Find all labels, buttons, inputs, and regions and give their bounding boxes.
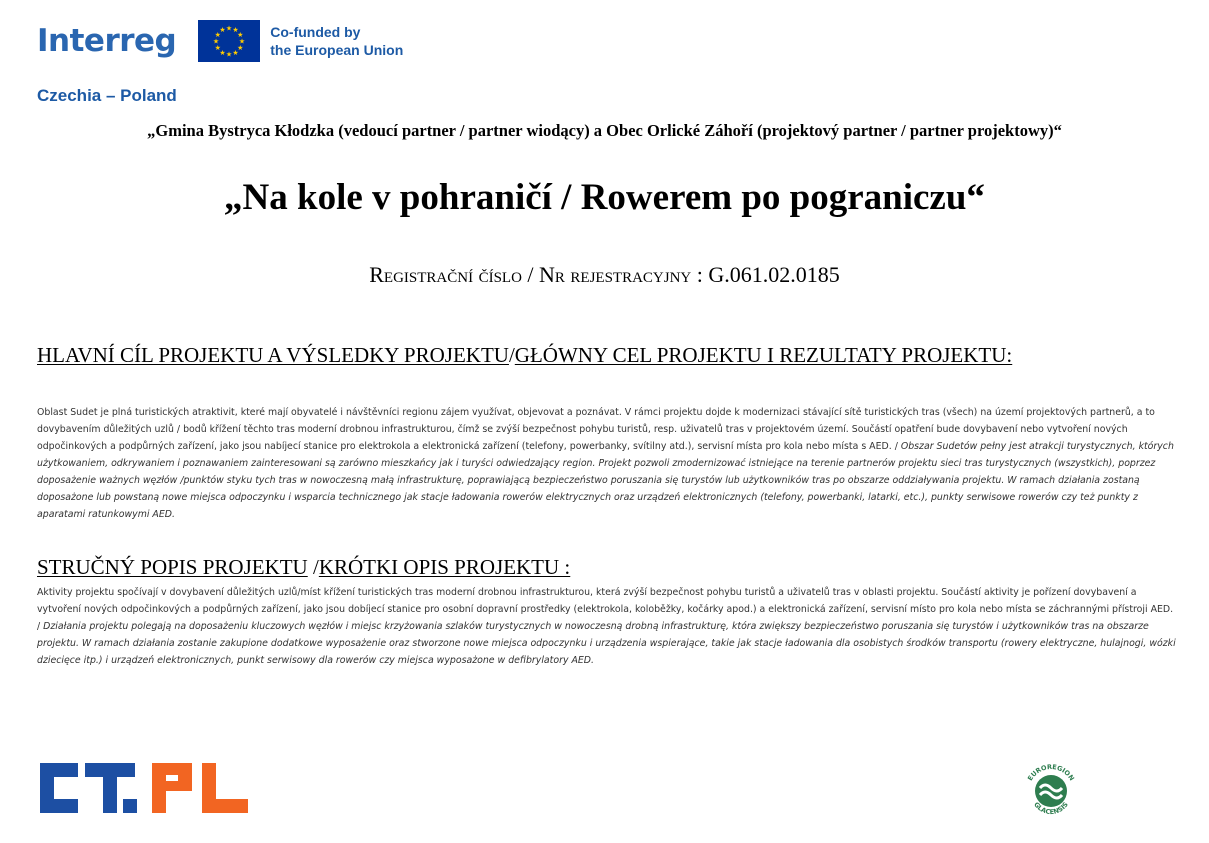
section2-text-cz: Aktivity projektu spočívají v dovybavení důležitých uzlů/míst křížení turistických tras moderní drobnou infrastrukturou, která zvýší bezpečnost pohybu turistů a uživatelů tras v oblasti projektu. Součástí aktivity je pořízení dovybavení a vytvoření nových odpočinkových a podpůrných zařízení, jako jsou dobíjecí stanice pro osobní dopravní prostředky (elektrokola, koloběžky, kočárky apod.) a elektronická zařízení, servisní místo pro kola nebo místa se záchrannými přístroji AED. / (37, 587, 1174, 632)
eu-line-1: Co-funded by (270, 24, 361, 40)
eu-star-icon: ★ (219, 26, 226, 35)
ctpl-logo-icon (40, 763, 250, 818)
eu-star-icon: ★ (239, 37, 246, 46)
eu-cofunded-text (270, 23, 403, 59)
euroregion-text-bottom: GLACENSIS (1032, 800, 1070, 817)
eu-star-icon: ★ (226, 50, 233, 59)
eu-flag-icon (198, 20, 260, 62)
section1-heading-cz: HLAVNÍ CÍL PROJEKTU A VÝSLEDKY PROJEKTU (37, 343, 509, 367)
partners-line: „Gmina Bystryca Kłodzka (vedoucí partner / partner wiodący) a Obec Orlické Záhoří (projektový partner / partner projektowy)“ (147, 121, 1062, 140)
eu-star-icon: ★ (226, 24, 233, 33)
section1-heading-pl: GŁÓWNY CEL PROJEKTU I REZULTATY PROJEKTU: (514, 343, 1013, 367)
section2-heading-cz: STRUČNÝ POPIS PROJEKTU (37, 555, 308, 579)
section1-heading (37, 340, 1157, 370)
section2-heading-sep: / (312, 555, 319, 579)
eu-star-icon: ★ (232, 48, 239, 57)
eu-star-icon: ★ (214, 31, 222, 39)
eu-star-icon: ★ (237, 44, 244, 52)
region-label: Czechia – Poland (37, 86, 177, 105)
eu-star-icon: ★ (213, 37, 220, 46)
section2-text (37, 584, 1177, 669)
section1-text-pl: Obszar Sudetów pełny jest atrakcji turystycznych, których użytkowaniem, odkrywaniem i poznawaniem zainteresowani są zarówno mieszkańcy jak i turyści odwiedzający region. Projekt pozwoli zmodernizować istniejące na terenie partnerów projektu sieci tras turystycznych (wszystkich), poprzez doposażenie ważnych węzłów /punktów styku tych tras w nowoczesną małą infrastrukturę, poprawiającą bezpieczeństwo poruszania się turystów lub użytkowników tras po obszarze oddziaływania projektu. W ramach działania zostaną doposażone lub powstaną nowe miejsca odpoczynku i wsparcia technicznego jak stacje ładowania rowerów elektrycznych oraz urządzeń elektronicznych (telefony, powerbanki, latarki, etc.), punkty serwisowe rowerów czy też punkty z aparatami ratunkowymi AED. (37, 441, 1174, 520)
section2-heading-pl: KRÓTKI OPIS PROJEKTU : (318, 555, 571, 579)
section1-text-cz: Oblast Sudet je plná turistických atraktivit, které mají obyvatelé i návštěvníci regionu zájem využívat, objevovat a poznávat. V rámci projektu dojde k modernizaci stávající sítě turistických tras (všech) na území projektových partnerů, a to dovybavením důležitých uzlů / bodů křížení těchto tras moderní drobnou infrastrukturou, čímž se zvýší bezpečnost pohybu turistů, resp. uživatelů tras v projektovém území. Součástí opatření bude dovybavení nebo vytvoření nových odpočinkových a podpůrných zařízení, jako jsou nabíjecí stanice pro elektrokola a elektronická zařízení (telefony, powerbanky, svítilny atd.), servisní místa pro kola nebo místa s AED. / (37, 407, 1155, 452)
euroregion-text-top: EUROREGION (1026, 762, 1076, 783)
header-logos (37, 18, 403, 64)
section2-heading (37, 552, 1157, 582)
project-title: „Na kole v pohraničí / Rowerem po pograniczu“ (224, 177, 985, 218)
interreg-logo: Interreg (37, 23, 177, 59)
registration-number: Registrační číslo / Nr rejestracyjny : G.061.02.0185 (369, 262, 840, 287)
eu-star-icon: ★ (237, 31, 244, 39)
eu-star-icon: ★ (232, 26, 239, 35)
eu-line-2: the European Union (270, 42, 404, 58)
euroregion-glacensis-icon (1018, 758, 1084, 829)
section1-text (37, 404, 1177, 523)
section1-heading-sep: / (508, 343, 515, 367)
section2-text-pl: Działania projektu polegają na doposażeniu kluczowych węzłów i miejsc krzyżowania szlaków turystycznych w nowoczesną drobną infrastrukturę, która zwiększy bezpieczeństwo poruszania się turystów i użytkowników tras na obszarze projektu. W ramach działania zostanie zakupione dodatkowe wyposażenie oraz stworzone nowe miejsca odpoczynku i urządzenia wspierające, takie jak stacje ładowania dla osobistych środków transportu (rowery elektryczne, hulajnogi, wózki dziecięce itp.) i urządzeń elektronicznych, punkt serwisowy dla rowerów czy miejsca wyposażone w defibrylatory AED. (37, 621, 1176, 666)
eu-star-icon: ★ (219, 48, 226, 57)
eu-star-icon: ★ (214, 44, 222, 52)
